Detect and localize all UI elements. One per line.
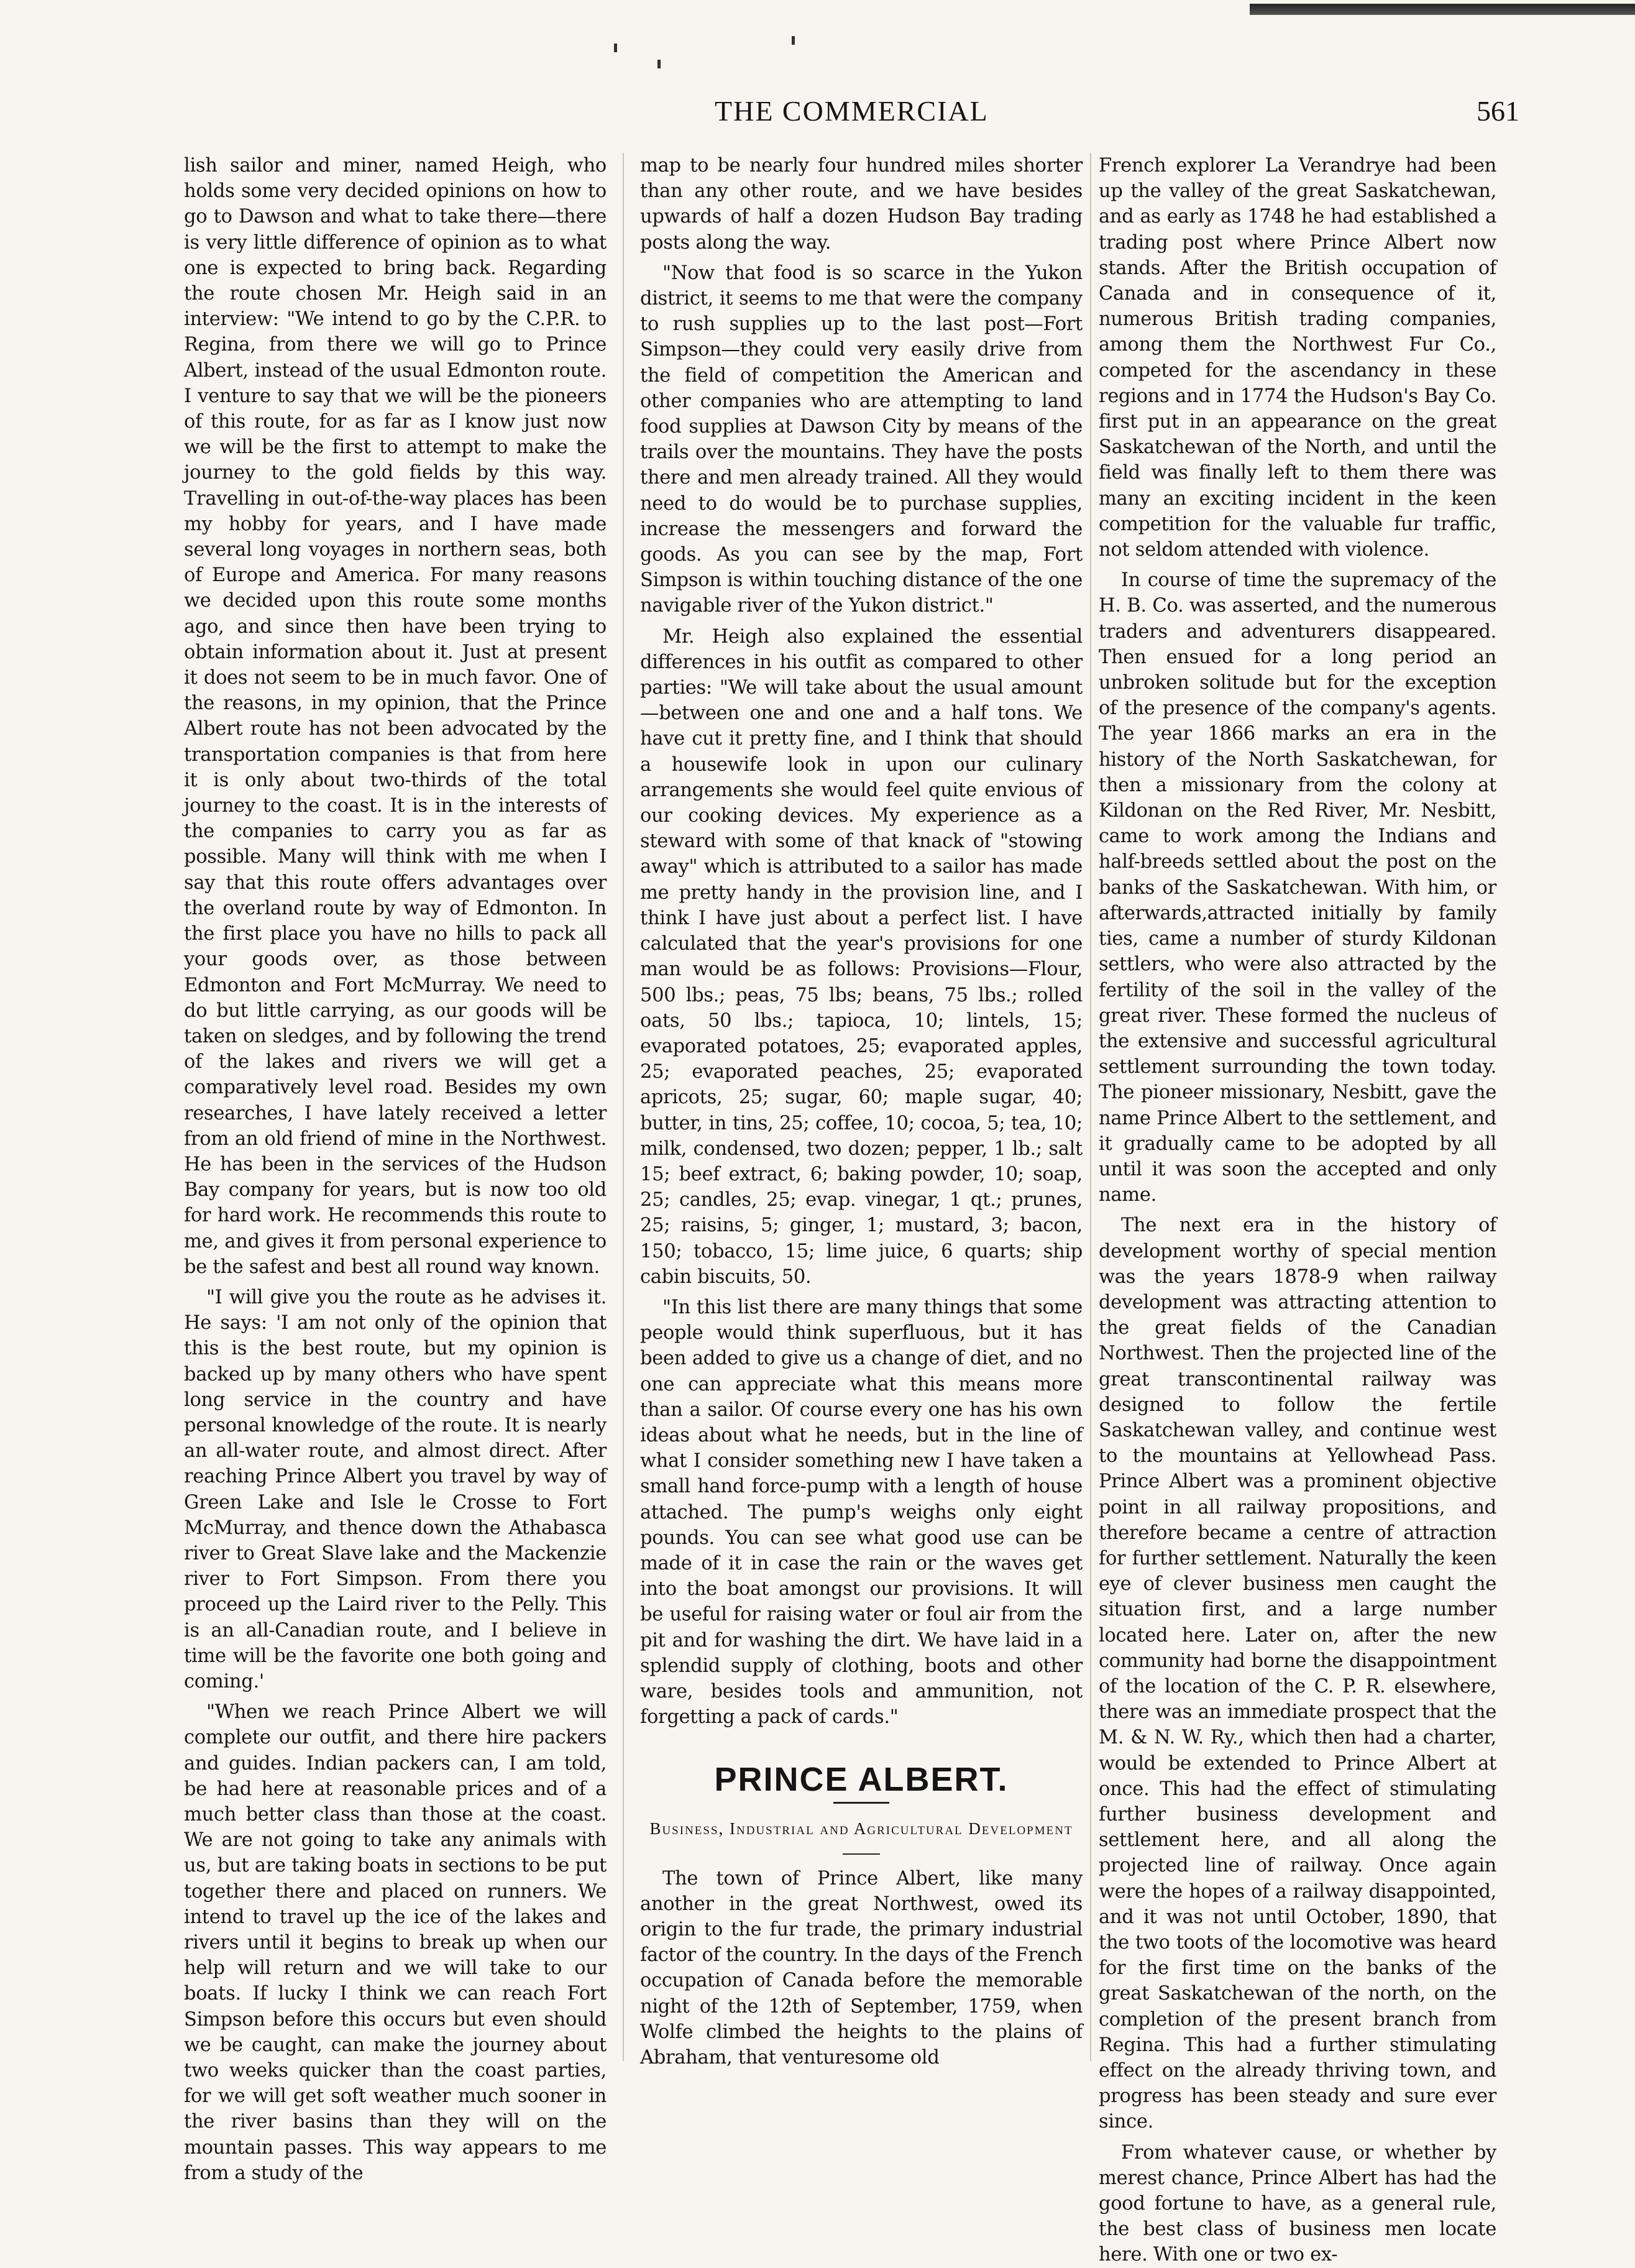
paragraph: Mr. Heigh also explained the essential differences in his outfit as compared to other parties: "We will take about the usual amount—between one and one and a half tons. We have cut it pretty fine, and I think that should a housewife look in upon our culinary arrangements she would feel quite envious of our cooking devices. My experience as a steward with some of that knack of "stowing away" which is attributed to a sailor has made me pretty handy in the provision line, and I think I have just about a perfect list. I have calculated that the year's provisions for one man would be as follows: Provisions—Flour, 500 lbs.; peas, 75 lbs; beans, 75 lbs.; rolled oats, 50 lbs.; tapioca, 10; lintels, 15; evaporated potatoes, 25; evaporated apples, 25; evaporated peaches, 25; evaporated apricots, 25; sugar, 60; maple sugar, 40; butter, in tins, 25; coffee, 10; cocoa, 5; tea, 10; milk, condensed, two dozen; pepper, 1 lb.; salt 15; beef extract, 6; baking powder, 10; soap, 25; candles, 25; evap. vinegar, 1 qt.; prunes, 25; raisins, 5; ginger, 1; mustard, 3; bacon, 150; tobacco, 15; lime juice, 6 quarts; ship cabin biscuits, 50. xyxy=(640,625,1083,1288)
paragraph: "When we reach Prince Albert we will complete our outfit, and there hire packers and guides. Indian packers can, I am told, be had here at reasonable prices and of a much better class than those at the coast. We are not going to take any animals with us, but are taking boats in sections to be put together there and placed on runners. We intend to travel up the ice of the lakes and rivers until it begins to break up when our help will return and we will take to our boats. If lucky I think we can reach Fort Simpson before this occurs but even should we be caught, can make the journey about two weeks quicker than the coast parties, for we will get soft weather much sooner in the river basins than they will on the mountain passes. This way appears to me from a study of the xyxy=(184,1701,607,2184)
article-headline: PRINCE ALBERT. xyxy=(714,1761,1009,1799)
page-number: 561 xyxy=(1477,95,1519,127)
column-3 xyxy=(1099,153,1496,2266)
running-title: THE COMMERCIAL xyxy=(715,95,989,127)
column-rule xyxy=(623,153,624,2061)
page-header xyxy=(0,86,1635,135)
paragraph: From whatever cause, or whether by merest chance, Prince Albert has had the good fortune to have, as a general rule, the best class of business men locate here. With one or two ex- xyxy=(1099,2141,1496,2266)
column-1 xyxy=(184,153,607,2184)
top-rule xyxy=(1250,4,1635,15)
headline-rule xyxy=(833,1802,889,1804)
paragraph: The next era in the history of development worthy of special mention was the years 1878-9 when railway development was attracting attention to the great fields of the Canadian Northwest. Then the projected line of the great transcontinental railway was designed to follow the fertile Saskatchewan valley, and continue west to the mountains at Yellowhead Pass. Prince Albert was a prominent objective point in all railway propositions, and therefore became a centre of attraction for further settlement. Naturally the keen eye of clever business men caught the situation first, and a large number located here. Later on, after the new community had borne the disappointment of the location of the C. P. R. elsewhere, there was an immediate prospect that the M. & N. W. Ry., which then had a charter, would be extended to Prince Albert at once. This had the effect of stimulating further business development and settlement here, and all along the projected line of railway. Once again were the hopes of a railway disappointed, and it was not until October, 1890, that the two toots of the locomotive was heard for the first time on the banks of the great Saskatchewan of the north, on the completion of the present branch from Regina. This had a further stimulating effect on the already thriving town, and progress has been steady and sure ever since. xyxy=(1099,1214,1496,2133)
paragraph: In course of time the supremacy of the H. B. Co. was asserted, and the numerous traders and adventurers disappeared. Then ensued for a long period an unbroken solitude but for the exception of the presence of the company's agents. The year 1866 marks an era in the history of the North Saskatchewan, for then a missionary from the colony at Kildonan on the Red River, Mr. Nesbitt, came to work among the Indians and half-breeds settled about the post on the banks of the Saskatchewan. With him, or afterwards,attracted initially by family ties, came a number of sturdy Kildonan settlers, who were also attracted by the fertility of the soil in the valley of the great river. These formed the nucleus of the extensive and successful agricultural settlement surrounding the town today. The pioneer missionary, Nesbitt, gave the name Prince Albert to the settlement, and it gradually came to be adopted by all until it was soon the accepted and only name. xyxy=(1099,569,1496,1206)
print-speck xyxy=(614,44,617,52)
print-speck xyxy=(792,36,795,45)
paragraph: lish sailor and miner, named Heigh, who holds some very decided opinions on how to go to Dawson and what to take there—there is very little difference of opinion as to what one is expected to bring back. Regarding the route chosen Mr. Heigh said in an interview: "We intend to go by the C.P.R. to Regina, from there we will go to Prince Albert, instead of the usual Edmonton route. I venture to say that we will be the pioneers of this route, for as far as I know just now we will be the first to attempt to make the journey to the gold fields by this way. Travelling in out-of-the-way places has been my hobby for years, and I have made several long voyages in northern seas, both of Europe and America. For many reasons we decided upon this route some months ago, and since then have been trying to obtain information about it. Just at present it does not seem to be in much favor. One of the reasons, in my opinion, that the Prince Albert route has not been advocated by the transportation companies is that from here it is only about two-thirds of the total journey to the coast. It is in the interests of the companies to carry you as far as possible. Many will think with me when I say that this route offers advantages over the overland route by way of Edmonton. In the first place you have no hills to pack all your goods over, as those between Edmonton and Fort McMurray. We need to do but little carrying, as our goods will be taken on sledges, and by following the trend of the lakes and rivers we will get a comparatively level road. Besides my own researches, I have lately received a letter from an old friend of mine in the Northwest. He has been in the services of the Hudson Bay company for years, but is now too old for hard work. He recommends this route to me, and gives it from personal experience to be the safest and best all round way known. xyxy=(184,155,607,1278)
subhead-rule xyxy=(843,1853,880,1855)
article-subhead: Business, Industrial and Agricultural Development xyxy=(649,1819,1073,1838)
paragraph: French explorer La Verandrye had been up the valley of the great Saskatchewan, and as early as 1748 he had established a trading post where Prince Albert now stands. After the British occupation of Canada and in consequence of it, numerous British trading companies, among them the Northwest Fur Co., competed for the ascendancy in these regions and in 1774 the Hudson's Bay Co. first put in an appearance on the great Saskatchewan of the North, and until the field was finally left to them there was many an exciting incident in the keen competition for the valuable fur traffic, not seldom attended with violence. xyxy=(1099,155,1496,561)
paragraph: "In this list there are many things that some people would think superfluous, but it has been added to give us a change of diet, and no one can appreciate what this means more than a sailor. Of course every one has his own ideas about what he needs, but in the line of what I consider something new I have taken a small hand force-pump with a length of house attached. The pump's weighs only eight pounds. You can see what good use can be made of it in case the rain or the waves get into the boat amongst our provisions. It will be useful for raising water or foul air from the pit and for washing the dirt. We have laid in a splendid supply of clothing, boots and other ware, besides tools and ammunition, not forgetting a pack of cards." xyxy=(640,1296,1083,1729)
column-rule xyxy=(1090,153,1091,2061)
paragraph: map to be nearly four hundred miles shorter than any other route, and we have besides upwards of half a dozen Hudson Bay trading posts along the way. xyxy=(640,155,1083,254)
print-speck xyxy=(657,60,661,68)
paragraph: "Now that food is so scarce in the Yukon district, it seems to me that were the company to rush supplies up to the last post—Fort Simpson—they could very easily drive from the field of competition the American and other companies who are attempting to land food supplies at Dawson City by means of the trails over the mountains. They have the posts there and men already trained. All they would need to do would be to purchase supplies, increase the messengers and forward the goods. As you can see by the map, Fort Simpson is within touching distance of the one navigable river of the Yukon district." xyxy=(640,262,1083,617)
paragraph: "I will give you the route as he advises it. He says: 'I am not only of the opinion that this is the best route, but my opinion is backed up by many others who have spent long service in the country and have personal knowledge of the route. It is nearly an all-water route, and almost direct. After reaching Prince Albert you travel by way of Green Lake and Isle le Crosse to Fort McMurray, and thence down the Athabasca river to Great Slave lake and the Mackenzie river to Fort Simpson. From there you proceed up the Laird river to the Pelly. This is an all-Canadian route, and I believe in time will be the favorite one both going and coming.' xyxy=(184,1286,607,1692)
paragraph: The town of Prince Albert, like many another in the great Northwest, owed its origin to the fur trade, the primary industrial factor of the country. In the days of the French occupation of Canada before the memorable night of the 12th of September, 1759, when Wolfe climbed the heights to the plains of Abraham, that venturesome old xyxy=(640,1867,1083,2069)
column-2 xyxy=(640,153,1083,2069)
